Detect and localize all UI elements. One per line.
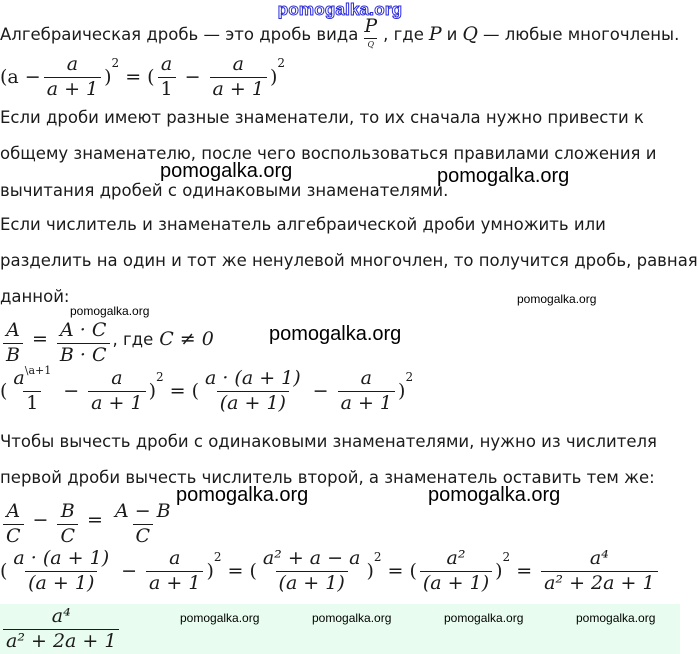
eq3-fraction-d: $\frac{a}{a + 1}$: [338, 368, 395, 415]
paragraph-4-line-2: первой дроби вычесть числитель второй, а знаменатель оставить тем же:: [0, 468, 655, 487]
paragraph-2-line-2: общему знаменателю, после чего воспользоваться правилами сложения и: [0, 144, 657, 163]
definition-where: , где: [383, 24, 424, 44]
paragraph-3-line-1: Если числитель и знаменатель алгебраической дроби умножить или: [0, 215, 606, 234]
site-header: [0, 0, 680, 20]
equation-3: ( $\frac{a^{\backslash a+1}}{1}$ − $\frac{a}{a + 1}$ ) 2 = ( $\frac{a \cdot (a + 1)}{(a + 1)}$ − $\frac{a}{a + 1}$ ) 2: [0, 364, 414, 414]
definition-and: и: [446, 24, 458, 44]
eq3-fraction-b: $\frac{a}{a + 1}$: [88, 368, 145, 415]
paragraph-2-line-1: Если дроби имеют разные знаменатели, то их сначала нужно привести к: [0, 108, 644, 127]
fraction-a-over-b: $\frac{A}{B}$: [3, 320, 23, 359]
eq5-fraction-c: $\frac{\text{a² + a − a}}{(a + 1)}$: [262, 547, 361, 594]
eq1-fraction-a: $\frac{a}{a + 1}$: [44, 54, 101, 101]
q-symbol: Q: [462, 23, 478, 45]
fraction-b-over-c: $\frac{B}{C}$: [57, 501, 78, 540]
equation-1: (a − $\frac{a}{a + 1}$ ) 2 = ( $\frac{a}{1}$ − $\frac{a}{a + 1}$ ) 2: [0, 53, 286, 100]
eq3-fraction-a-over-1: $\frac{a^{\backslash a+1}}{1}$: [13, 364, 52, 414]
watermark: pomogalka.org: [176, 484, 309, 506]
eq3-fraction-c: $\frac{a \cdot (a + 1)}{(a + 1)}$: [204, 367, 301, 414]
eq5-fraction-d: $\frac{\text{a²}}{(a + 1)}$: [420, 548, 492, 595]
eq1-fraction-b: $\frac{a}{1}$: [158, 54, 176, 101]
watermark: pomogalka.org: [576, 611, 656, 625]
p-symbol: P: [428, 23, 442, 45]
paragraph-3-line-3: данной:: [0, 287, 70, 306]
paragraph-3-line-2: разделить на один и тот же ненулевой многочлен, то получится дробь, равная: [0, 251, 698, 270]
definition-line: [0, 14, 680, 50]
watermark: pomogalka.org: [517, 292, 597, 306]
eq5-fraction-e: $\frac{\text{a⁴}}{\text{a² + 2a + 1}}$: [541, 548, 657, 595]
definition-text: Алгебраическая дробь — это дробь вида: [0, 24, 359, 44]
watermark: pomogalka.org: [437, 165, 570, 187]
eq5-fraction-b: $\frac{a}{a + 1}$: [146, 548, 203, 595]
fraction-ac-over-bc: $\frac{A \cdot C}{B \cdot C}$: [57, 320, 110, 359]
fraction-a-over-c: $\frac{A}{C}$: [3, 501, 24, 540]
watermark: pomogalka.org: [160, 160, 293, 182]
p-over-q-fraction: $\frac{P}{Q}$: [364, 14, 378, 50]
eq6-fraction: $\frac{\text{a⁴}}{\text{a² + 2a + 1}}$: [3, 606, 119, 645]
equation-6: [0, 605, 122, 652]
paragraph-4-line-1: Чтобы вычесть дроби с одинаковыми знаменателями, нужно из числителя: [0, 432, 657, 451]
paragraph-2-line-3: вычитания дробей с одинаковыми знаменателями.: [0, 181, 449, 200]
eq5-fraction-a: $\frac{a \cdot (a + 1)}{(a + 1)}$: [13, 547, 110, 594]
equation-2: $\frac{A}{B}$ = $\frac{A \cdot C}{B \cdot C}$ , где C ≠ 0: [0, 320, 214, 359]
watermark: pomogalka.org: [269, 323, 402, 345]
eq1-fraction-c: $\frac{a}{a + 1}$: [210, 54, 267, 101]
watermark: pomogalka.org: [428, 484, 561, 506]
watermark: pomogalka.org: [180, 611, 260, 625]
fraction-a-minus-b-over-c: $\frac{A - B}{C}$: [114, 500, 171, 547]
site-logo-text[interactable]: pomogalka.org: [277, 0, 403, 19]
watermark: pomogalka.org: [70, 304, 150, 318]
equation-4: $\frac{A}{C}$ − $\frac{B}{C}$ = $\frac{A - B}{C}$: [0, 501, 177, 540]
watermark: pomogalka.org: [444, 611, 524, 625]
definition-end: — любые многочлены.: [482, 24, 680, 44]
equation-5: ( $\frac{a \cdot (a + 1)}{(a + 1)}$ − $\frac{a}{a + 1}$ ) 2 = ( $\frac{\text{a² + a − a}}{(a + 1)}$ ) 2 = ( $\frac{\text{a²}}{(a + 1)}$ ) 2 = $\frac{\text{a⁴}}{\text{a² + 2a + 1}}$: [0, 548, 661, 595]
watermark: pomogalka.org: [312, 611, 392, 625]
